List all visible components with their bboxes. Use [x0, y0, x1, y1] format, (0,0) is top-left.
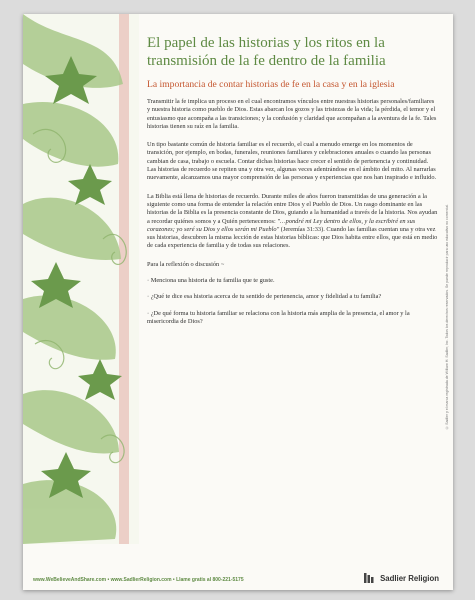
- logo-text: Sadlier Religion: [380, 573, 439, 583]
- reflection-bullet-3: · ¿De qué forma tu historia familiar se relaciona con la historia más amplia de la presencia, el amor y la misericordia de Dios?: [147, 309, 410, 325]
- footer-links: www.WeBelieveAndShare.com • www.SadlierReligion.com • Llame gratis al 800-221-5175: [33, 577, 244, 583]
- copyright-note: © Sadlier y el marca registrada de William H. Sadlier, Inc. Todos los derechos reservados. Se puede reproducir para uso educativo no comercial.: [445, 204, 449, 430]
- floral-border-decoration: [23, 14, 139, 544]
- reflection-bullet-2: · ¿Qué te dice esa historia acerca de tu sentido de pertenencia, amor y fidelidad a tu familia?: [147, 293, 382, 301]
- paragraph-2: Un tipo bastante común de historia familiar es el recuerdo, el cual a menudo emerge en los momentos de transición, por ejemplo, en bodas, funerales, reuniones familiares y celebraciones anuales o cuando las personas cambian de casa, trabajo o escuela. Contar dichas historias hace crecer el sentido de pertenencia y continuidad. Las historias de recuerdo se repiten una y otra vez, algunas veces adentrándose en el ámbito del mito. Al narrarlas nuevamente, alcanzamos una mayor comprensión de las personas y experiencias que nos han inspirado e influido.: [147, 141, 437, 182]
- paragraph-1: Transmitir la fe implica un proceso en el cual encontramos vínculos entre nuestras historias personales/familiares y nuestra historia como pueblo de Dios. Estas abarcan los gozos y las tristezas de la vida; la pérdida, el temor y el entusiasmo que acompaña a las transiciones; y la confusión y claridad que acompañan a la aventura de la fe. Tales historias tienen su raíz en la familia.: [147, 98, 437, 130]
- document-content: [147, 34, 439, 334]
- document-title: El papel de las historias y los ritos en la transmisión de la fe dentro de la familia: [147, 35, 386, 69]
- sadlier-logo: [364, 572, 439, 584]
- logo-icon: [364, 572, 376, 584]
- document-page: [23, 14, 453, 590]
- paragraph-3-end: (Jeremías 31:33). Cuando las familias cuentan una y otra vez sus historias, descubren la misma lección de estas historias bíblicas: que Dios habita entre ellos, que está en medio de cada experiencia de familia y de todas sus relaciones.: [147, 225, 438, 250]
- document-subtitle: La importancia de contar historias de fe en la casa y en la iglesia: [147, 79, 395, 90]
- paragraph-3-start: La Biblia está llena de historias de recuerdo. Durante miles de años fueron transmitidas de una generación a la siguiente como una forma de entender la relación entre Dios y el Pueblo de Dios. Un rasgo dominante en las historias de la Biblia es la presencia constante de Dios, guiando a la humanidad a través de la historia. Nos ayudan a recordar quiénes somos y a Quién pertenecemos:: [147, 192, 438, 225]
- reflection-bullet-1: · Menciona una historia de tu familia que te guste.: [147, 277, 275, 285]
- paragraph-3: [147, 193, 439, 251]
- reflection-heading: Para la reflexión o discusión ~: [147, 260, 225, 268]
- bible-quote: "…pondré mi Ley dentro de ellos, y la escribiré en sus corazones; yo seré su Dios y ellos serán mi Pueblo": [147, 217, 416, 233]
